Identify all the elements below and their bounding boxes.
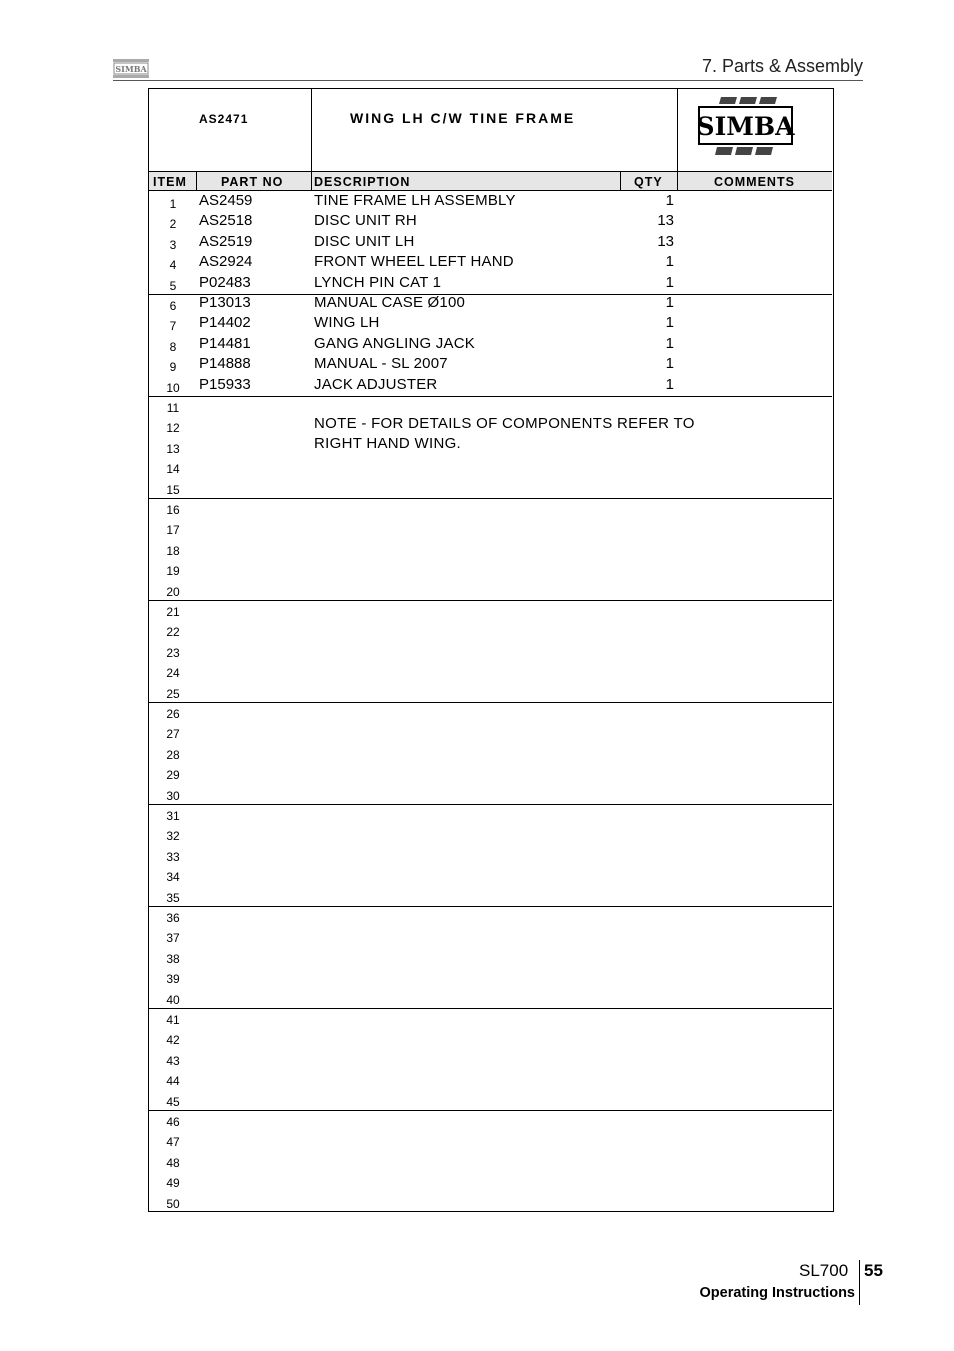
part-number: AS2459 xyxy=(199,192,253,209)
table-row xyxy=(149,559,832,579)
quantity: 1 xyxy=(665,314,674,332)
part-number: P14481 xyxy=(199,334,251,352)
item-number: 12 xyxy=(166,421,180,436)
item-number: 7 xyxy=(169,319,177,334)
table-row xyxy=(149,784,832,804)
table-row xyxy=(149,457,832,477)
part-description: WING LH xyxy=(314,314,380,332)
item-number: 46 xyxy=(166,1115,180,1129)
item-number: 43 xyxy=(166,1053,180,1068)
item-number: 48 xyxy=(166,1155,180,1170)
table-row xyxy=(149,926,832,946)
item-number: 27 xyxy=(166,727,180,742)
part-description: MANUAL - SL 2007 xyxy=(314,355,448,373)
table-row xyxy=(149,1028,832,1048)
table-row xyxy=(149,1151,832,1171)
table-row xyxy=(149,580,832,600)
quantity: 13 xyxy=(657,232,674,250)
part-number: P02483 xyxy=(199,273,251,291)
table-row xyxy=(149,824,832,844)
item-number: 50 xyxy=(166,1196,180,1211)
quantity: 1 xyxy=(665,375,674,393)
item-number: 9 xyxy=(169,360,177,375)
item-number: 39 xyxy=(166,972,180,987)
item-number: 24 xyxy=(166,666,180,681)
table-row xyxy=(149,682,832,702)
table-row xyxy=(149,253,832,273)
item-number: 22 xyxy=(166,625,180,640)
item-number: 8 xyxy=(169,339,177,354)
page-number: 55 xyxy=(864,1261,883,1280)
item-number: 2 xyxy=(169,217,177,232)
col-description: DESCRIPTION xyxy=(314,175,411,189)
table-row xyxy=(149,376,832,396)
table-row xyxy=(149,478,832,498)
table-row xyxy=(149,1069,832,1089)
table-row xyxy=(149,518,832,538)
part-number: AS2519 xyxy=(199,232,253,250)
part-number: P14888 xyxy=(199,355,251,373)
table-row xyxy=(149,641,832,661)
quantity: 13 xyxy=(657,212,674,230)
assembly-title-cell xyxy=(312,89,678,171)
part-number: AS2518 xyxy=(199,212,253,230)
table-row xyxy=(149,539,832,559)
quantity: 1 xyxy=(665,294,674,311)
table-row xyxy=(149,702,832,722)
table-row xyxy=(149,1171,832,1191)
item-number: 6 xyxy=(169,299,177,313)
table-row xyxy=(149,233,832,253)
table-row xyxy=(149,192,832,212)
table-row xyxy=(149,947,832,967)
note xyxy=(314,414,734,455)
header-rule xyxy=(113,80,863,81)
quantity: 1 xyxy=(665,253,674,271)
item-number: 47 xyxy=(166,1135,180,1150)
table-row xyxy=(149,743,832,763)
item-number: 37 xyxy=(166,931,180,946)
item-number: 30 xyxy=(166,788,180,803)
item-number: 13 xyxy=(166,441,180,456)
col-qty: QTY xyxy=(634,175,663,189)
part-description: LYNCH PIN CAT 1 xyxy=(314,273,442,291)
item-number: 33 xyxy=(166,849,180,864)
table-row xyxy=(149,294,832,314)
item-number: 10 xyxy=(166,380,180,395)
note-line: NOTE - FOR DETAILS OF COMPONENTS REFER TO xyxy=(314,415,695,432)
part-description: JACK ADJUSTER xyxy=(314,375,438,393)
item-number: 44 xyxy=(166,1074,180,1089)
item-number: 23 xyxy=(166,645,180,660)
table-row xyxy=(149,212,832,232)
part-description: TINE FRAME LH ASSEMBLY xyxy=(314,192,516,209)
quantity: 1 xyxy=(665,334,674,352)
assembly-number: AS2471 xyxy=(199,112,249,126)
item-number: 28 xyxy=(166,747,180,762)
table-row xyxy=(149,1130,832,1150)
section-title: 7. Parts & Assembly xyxy=(701,56,863,76)
table-row xyxy=(149,763,832,783)
item-number: 31 xyxy=(166,809,180,823)
item-number: 18 xyxy=(166,543,180,558)
table-row xyxy=(149,661,832,681)
table-row xyxy=(149,988,832,1008)
item-number: 21 xyxy=(166,605,180,619)
small-simba-logo xyxy=(113,59,149,78)
note-line: RIGHT HAND WING. xyxy=(314,435,462,453)
item-number: 20 xyxy=(166,584,180,599)
footer-separator xyxy=(859,1260,860,1305)
table-row xyxy=(149,620,832,640)
part-number: AS2924 xyxy=(199,253,253,271)
item-number: 11 xyxy=(166,401,180,415)
table-row xyxy=(149,314,832,334)
item-number: 49 xyxy=(166,1176,180,1191)
column-header-row xyxy=(149,171,832,191)
item-number: 16 xyxy=(166,503,180,517)
item-number: 29 xyxy=(166,768,180,783)
item-number: 35 xyxy=(166,890,180,905)
part-description: GANG ANGLING JACK xyxy=(314,334,475,352)
item-number: 1 xyxy=(169,197,177,211)
item-number: 4 xyxy=(169,258,177,273)
part-number: P14402 xyxy=(199,314,251,332)
table-row xyxy=(149,335,832,355)
table-row xyxy=(149,1192,832,1212)
item-number: 26 xyxy=(166,707,180,721)
item-number: 14 xyxy=(166,462,180,477)
item-number: 25 xyxy=(166,686,180,701)
item-number: 40 xyxy=(166,992,180,1007)
table-row xyxy=(149,722,832,742)
logo-text: SIMBA xyxy=(697,112,795,141)
table-row xyxy=(149,1090,832,1110)
col-item: ITEM xyxy=(153,175,187,189)
table-row xyxy=(149,498,832,518)
col-part-no: PART NO xyxy=(221,175,284,189)
item-number: 45 xyxy=(166,1094,180,1109)
item-number: 42 xyxy=(166,1033,180,1048)
table-row xyxy=(149,274,832,294)
col-divider xyxy=(311,171,312,191)
part-description: MANUAL CASE Ø100 xyxy=(314,294,466,311)
item-number: 32 xyxy=(166,829,180,844)
part-number: P15933 xyxy=(199,375,251,393)
simba-logo xyxy=(697,95,795,157)
table-row xyxy=(149,355,832,375)
col-comments: COMMENTS xyxy=(714,175,795,189)
parts-sheet xyxy=(148,88,834,1212)
model-name: SL700 xyxy=(799,1261,849,1280)
part-number: P13013 xyxy=(199,294,251,311)
part-description: DISC UNIT RH xyxy=(314,212,417,230)
item-number: 38 xyxy=(166,951,180,966)
table-row xyxy=(149,804,832,824)
col-divider xyxy=(677,171,678,191)
part-description: DISC UNIT LH xyxy=(314,232,415,250)
quantity: 1 xyxy=(665,192,674,209)
item-number: 34 xyxy=(166,870,180,885)
quantity: 1 xyxy=(665,273,674,291)
table-row xyxy=(149,967,832,987)
item-number: 5 xyxy=(169,278,177,293)
table-row xyxy=(149,1008,832,1028)
table-row xyxy=(149,1049,832,1069)
table-row xyxy=(149,865,832,885)
footer-subtitle: Operating Instructions xyxy=(699,1285,855,1301)
assembly-title: WING LH C/W TINE FRAME xyxy=(350,110,576,126)
quantity: 1 xyxy=(665,355,674,373)
table-row xyxy=(149,886,832,906)
item-number: 19 xyxy=(166,564,180,579)
table-row xyxy=(149,1110,832,1130)
small-logo-text: SIMBA xyxy=(115,64,147,74)
table-row xyxy=(149,845,832,865)
item-number: 3 xyxy=(169,237,177,252)
item-number: 15 xyxy=(166,482,180,497)
table-row xyxy=(149,906,832,926)
item-number: 17 xyxy=(166,523,180,538)
part-description: FRONT WHEEL LEFT HAND xyxy=(314,253,514,271)
item-number: 41 xyxy=(166,1013,180,1027)
item-number: 36 xyxy=(166,911,180,925)
table-row xyxy=(149,600,832,620)
col-divider xyxy=(196,171,197,191)
assembly-number-cell xyxy=(149,89,312,171)
col-divider xyxy=(620,171,621,191)
